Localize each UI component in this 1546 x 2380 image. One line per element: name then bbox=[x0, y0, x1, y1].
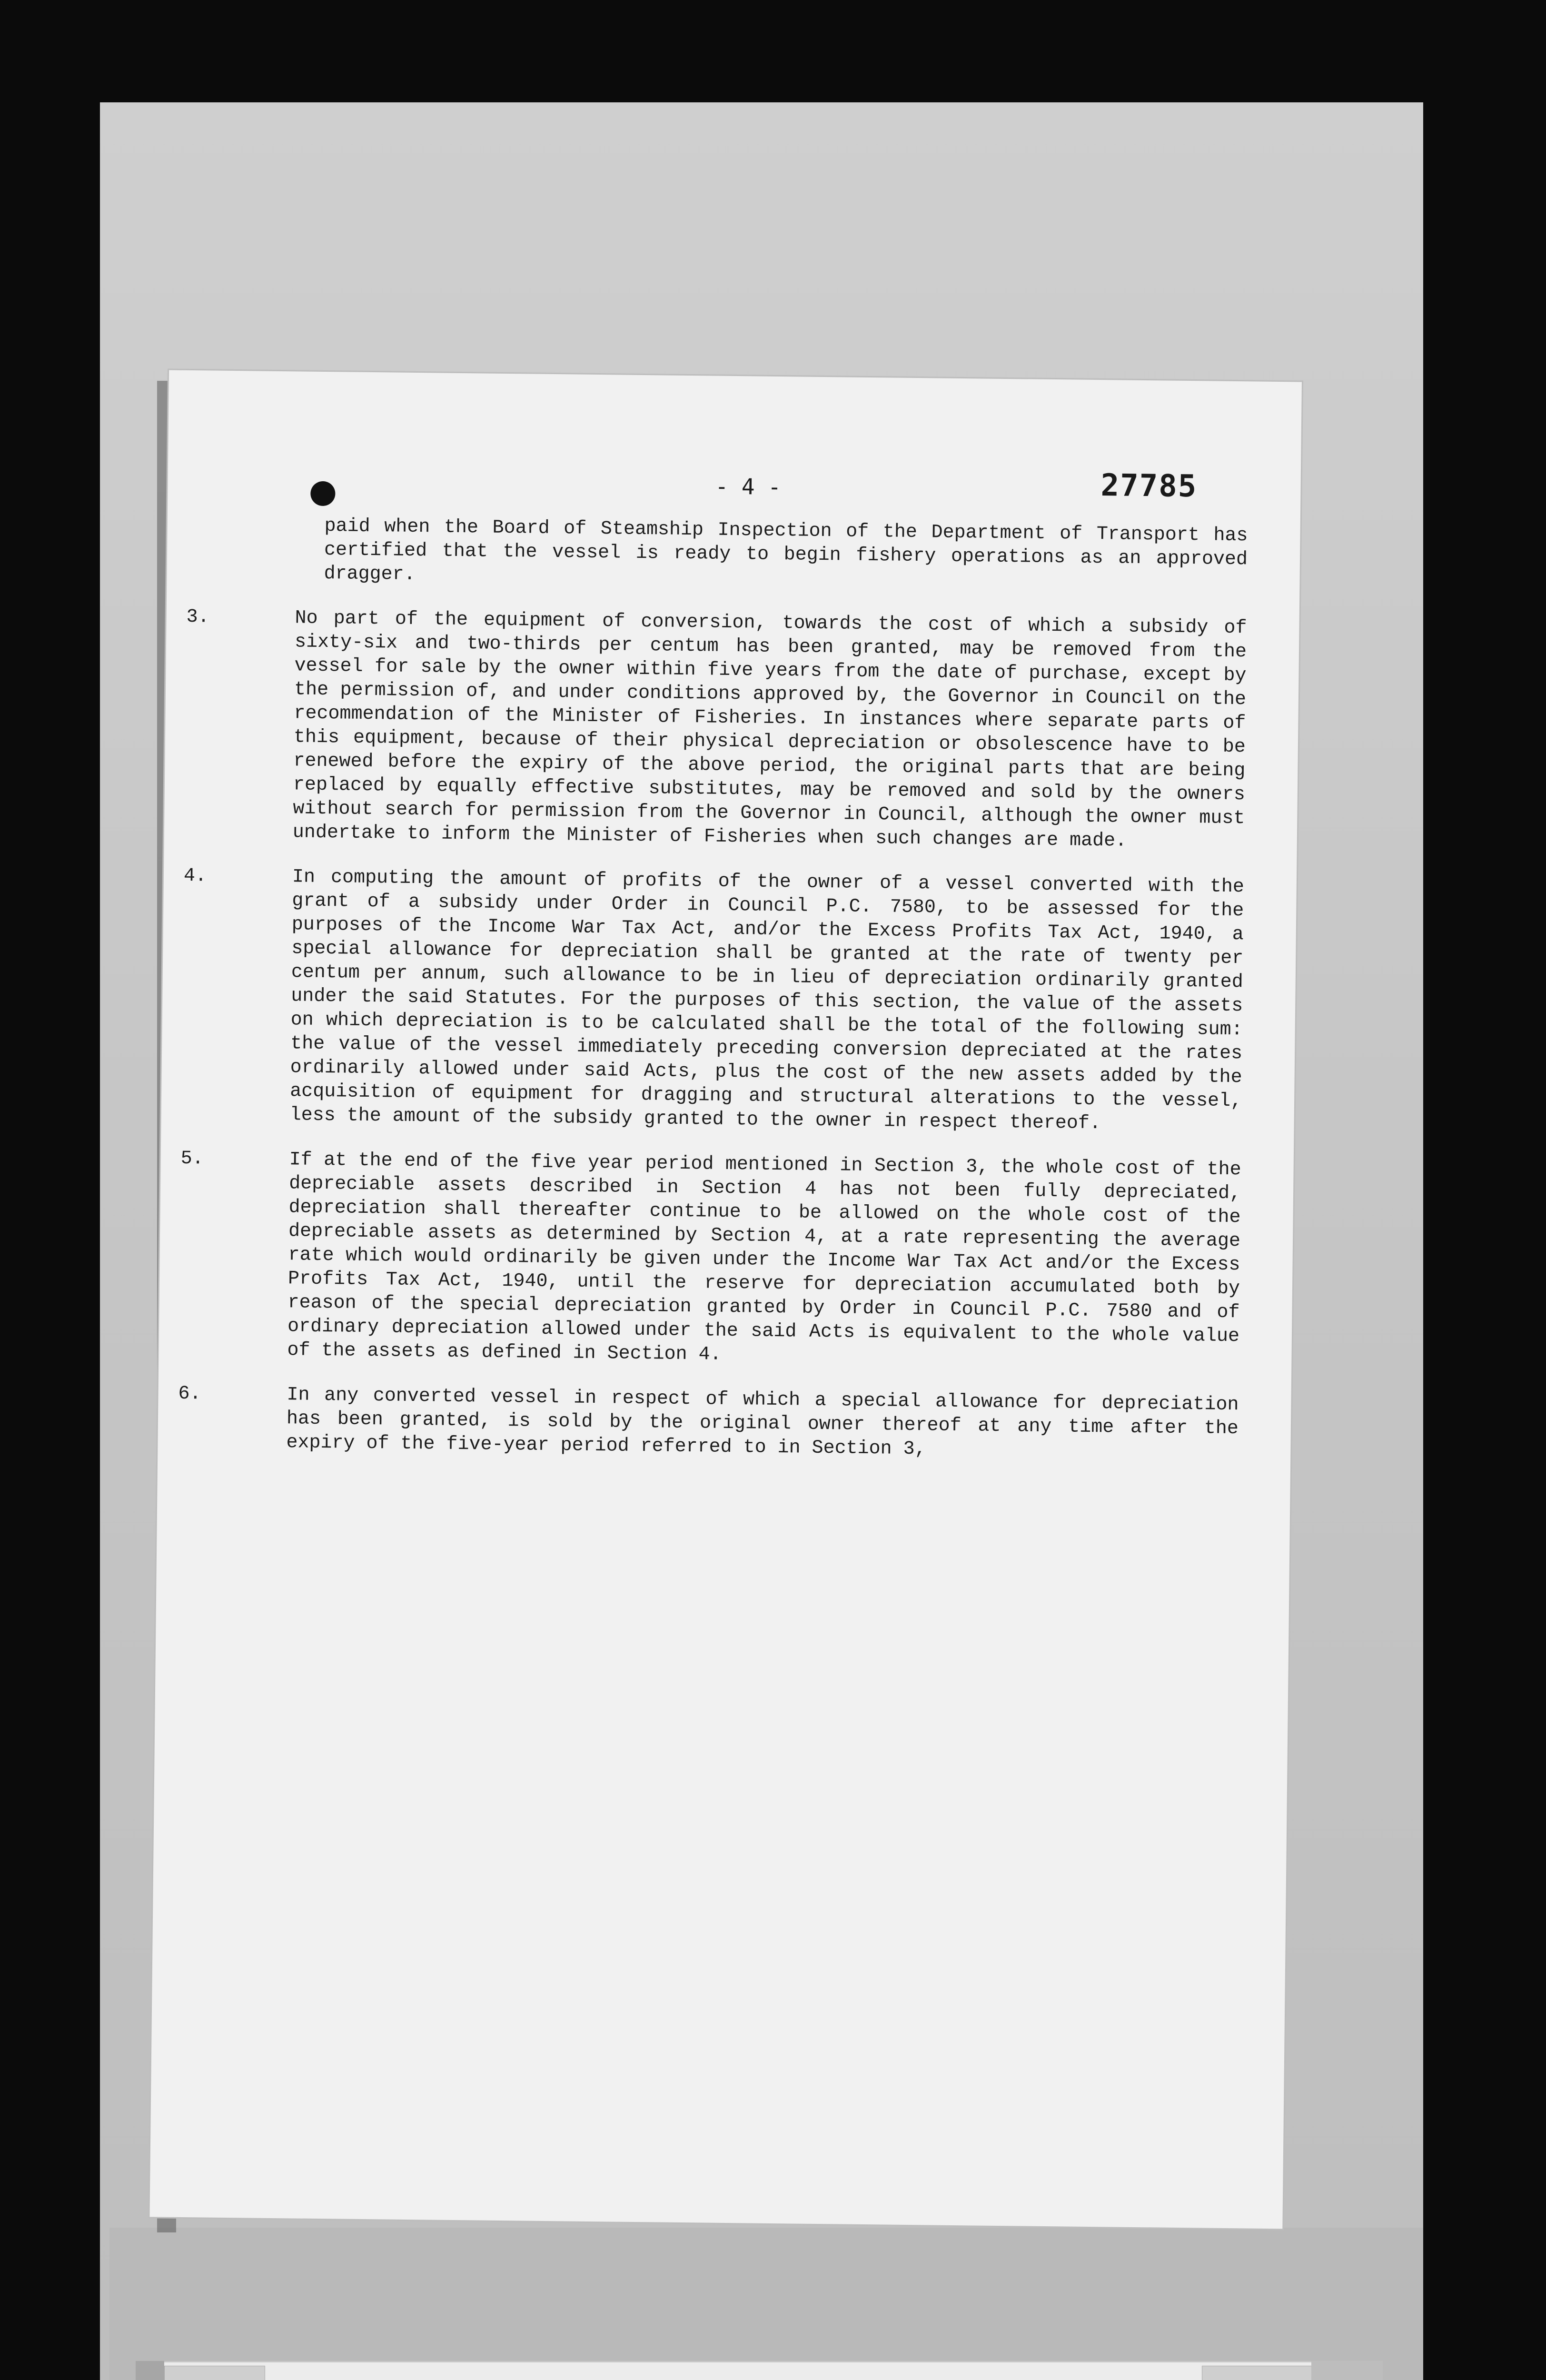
paragraph-4 bbox=[183, 865, 1245, 1137]
paragraph-text: No part of the equipment of conversion, towards the cost of which a subsidy of sixty-six and two-thirds per centum has been granted, may be removed from the vessel for sale by the owner within five years from the date of purchase, except by the permission of, and under conditions approved by, the Governor in Council on the recommendation of the Minister of Fisheries. In instances where separate parts of this equipment, because of their physical depreciation or obsolescence have to be renewed before the expiry of the above period, the original parts that are being replaced by equally effective substitutes, may be removed and sold by the owners without search for permission from the Governor in Council, although the owner must undertake to inform the Minister of Fisheries when such changes are made. bbox=[292, 607, 1247, 852]
paragraph-number: 5. bbox=[180, 1148, 204, 1170]
paragraph-text: If at the end of the five year period mentioned in Section 3, the whole cost of the depreciable assets described in Section 4 has not been fully depreciated, depreciation shall thereafter continue to be allowed on the whole cost of the depreciable assets as determined by Section 4, at a rate representing the average rate which would ordinarily be given under the Income War Tax Act and/or the Excess Profits Tax Act, 1940, until the reserve for depreciation accumulated both by reason of the special depreciation granted by Order in Council P.C. 7580 and of ordinary depreciation allowed under the said Acts is equivalent to the whole value of the assets as defined in Section 4. bbox=[287, 1149, 1241, 1366]
paragraph-text: In any converted vessel in respect of which a special allowance for depreciation has been granted, is sold by the original owner thereof at any time after the expiry of the five-year period referred to in Section 3, bbox=[286, 1384, 1239, 1460]
document-body bbox=[178, 514, 1248, 1486]
punch-hole-icon bbox=[310, 481, 336, 506]
document-number: 27785 bbox=[1100, 468, 1198, 505]
paragraph-number: 6. bbox=[178, 1383, 201, 1405]
tape-right bbox=[1202, 2366, 1312, 2380]
paragraph-number: 4. bbox=[183, 865, 207, 887]
archive-label-card bbox=[136, 2361, 1383, 2380]
typed-page bbox=[149, 370, 1302, 2229]
backing-board-lower bbox=[109, 2228, 1423, 2380]
label-edge-left bbox=[136, 2361, 164, 2380]
paragraph-text: paid when the Board of Steamship Inspection of the Department of Transport has certified that the vessel is ready to begin fishery operations as an approved dragger. bbox=[324, 515, 1248, 585]
paragraph-continuation bbox=[295, 514, 1248, 595]
tape-left bbox=[164, 2366, 265, 2380]
paragraph-text: In computing the amount of profits of the owner of a vessel converted with the grant of a subsidy under Order in Council P.C. 7580, to be assessed for the purposes of the Income War Tax Act, and/or the Excess Profits Tax Act, 1940, a special allowance for depreciation shall be granted at the rate of twenty per centum per annum, such allowance to be in lieu of depreciation ordinarily granted under the said Statutes. For the purposes of this section, the value of the assets on which depreciation is to be calculated shall be the total of the following sum: the value of the vessel immediately preceding conversion depreciated at the rates ordinarily allowed under said Acts, plus the cost of the new assets added by the acquisition of equipment for dragging and structural alterations to the vessel, less the amount of the subsidy granted to the owner in respect thereof. bbox=[289, 866, 1245, 1135]
page-number: - 4 - bbox=[715, 473, 782, 500]
paragraph-5 bbox=[180, 1148, 1241, 1372]
paragraph-3 bbox=[186, 606, 1247, 854]
label-edge-right bbox=[1311, 2361, 1383, 2380]
paragraph-6 bbox=[178, 1383, 1239, 1465]
paragraph-number: 3. bbox=[186, 606, 209, 628]
